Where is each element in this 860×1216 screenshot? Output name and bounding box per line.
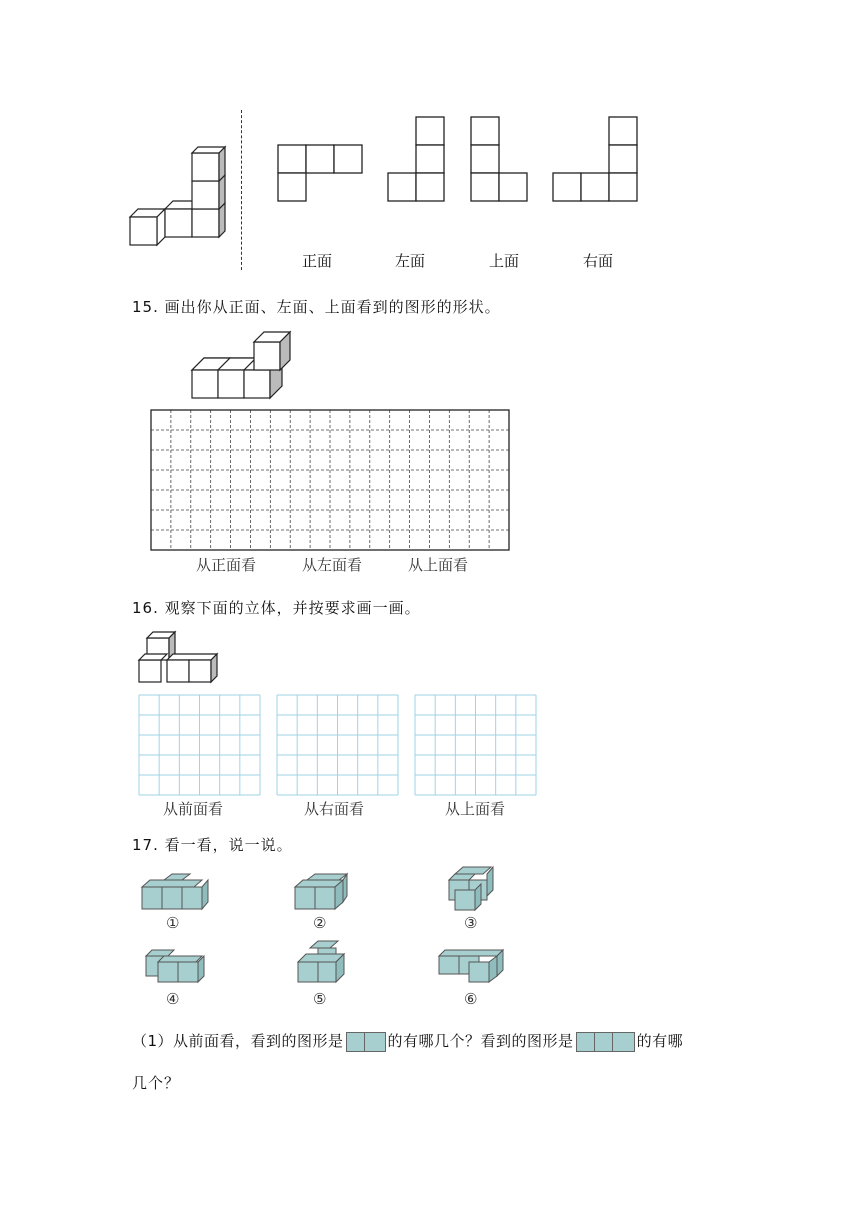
q15-drawing-grid [150,409,510,551]
three-square-figure [576,1032,635,1052]
q16-grid-right [276,694,400,796]
q17-figure-6 [437,946,507,986]
q15-grid-label-front: 从正面看 [196,556,257,574]
q17-figure-1 [140,874,210,912]
q16-cube-solid [137,630,222,686]
view-front-shape [278,145,363,205]
view-left-shape [388,117,448,205]
view-label-front: 正面 [302,252,333,270]
view-label-top: 上面 [489,252,520,270]
q17-label-5: ⑤ [313,990,327,1008]
q17-label-1: ① [166,914,180,932]
top-divider-line [241,110,242,270]
q15-text: 画出你从正面、左面、上面看到的图形的形状。 [164,298,501,316]
q17-figure-5 [296,940,346,986]
view-label-right: 右面 [583,252,614,270]
q15-grid-label-left: 从左面看 [302,556,363,574]
q15-cube-solid [192,328,292,400]
view-top-shape [471,117,531,205]
view-right-shape [553,117,641,205]
q17-text: 看一看，说一说。 [164,836,293,854]
two-square-figure [346,1032,386,1052]
q17-subquestion-1 [132,1030,683,1052]
q17-figure-2 [293,874,353,912]
q17-label-6: ⑥ [464,990,478,1008]
q17-figure-3 [447,866,497,912]
q16-grid-label-right: 从右面看 [304,800,365,818]
q17-label-3: ③ [464,914,478,932]
q16-text: 观察下面的立体，并按要求画一画。 [164,599,421,617]
q17-sub1-mid: 的有哪几个？看到的图形是 [387,1032,574,1050]
q17-number: 17. [132,836,159,854]
q17-sub1-prefix: （1）从前面看，看到的图形是 [132,1032,344,1050]
q15-grid-label-top: 从上面看 [408,556,469,574]
q17-label-2: ② [313,914,327,932]
q16-heading [132,597,421,618]
q15-heading [132,296,501,317]
q16-number: 16. [132,599,159,617]
q17-sub1-suffix: 的有哪 [636,1032,684,1050]
q16-grid-label-front: 从前面看 [163,800,224,818]
top-cube-solid [125,145,235,250]
q16-grid-label-top: 从上面看 [445,800,506,818]
q17-label-4: ④ [166,990,180,1008]
q17-figure-4 [144,948,208,986]
q16-grid-front [138,694,262,796]
q17-heading [132,834,293,855]
q17-subquestion-1-line2: 几个？ [132,1074,181,1092]
q16-grid-top [414,694,538,796]
view-label-left: 左面 [395,252,426,270]
q15-number: 15. [132,298,159,316]
